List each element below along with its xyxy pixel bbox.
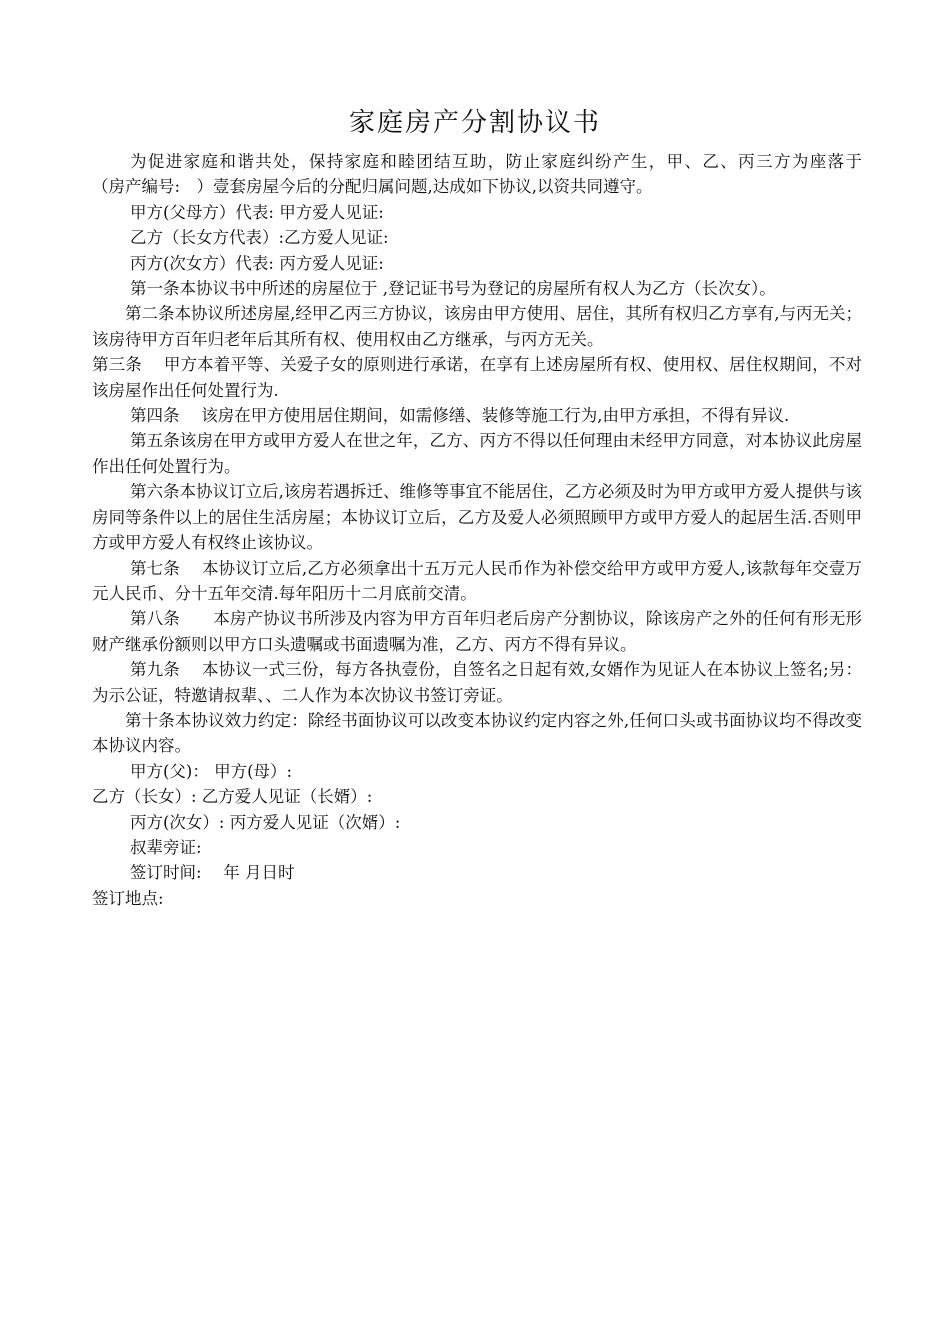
preamble-paragraph: 为促进家庭和谐共处，保持家庭和睦团结互助，防止家庭纠纷产生，甲、乙、丙三方为座落于 （房产编号: ）壹套房屋今后的分配归属问题,达成如下协议,以资共同遵守。 bbox=[92, 152, 895, 197]
article-4: 第四条 该房在甲方使用居住期间，如需修缮、装修等施工行为,由甲方承担，不得有异议. bbox=[130, 406, 790, 426]
party-b-line: 乙方（长女方代表）:乙方爱人见证: bbox=[130, 228, 389, 248]
article-7: 第七条 本协议订立后,乙方必须拿出十五万元人民币作为补偿交给甲方或甲方爱人,该款每年交壹万元人民币、分十五年交清.每年阳历十二月底前交清。 bbox=[92, 558, 862, 603]
article-8: 第八条 本房产协议书所涉及内容为甲方百年归老后房产分割协议，除该房产之外的任何有形无形财产继承份额则以甲方口头遗嘱或书面遗嘱为准，乙方、丙方不得有异议。 bbox=[92, 609, 862, 654]
party-a-line: 甲方(父母方）代表: 甲方爱人见证: bbox=[130, 202, 384, 222]
signature-witness: 叔辈旁证: bbox=[130, 837, 202, 857]
document-body bbox=[92, 149, 895, 911]
article-6: 第六条本协议订立后,该房若遇拆迁、维修等事宜不能居住，乙方必须及时为甲方或甲方爱人提供与该房同等条件以上的居住生活房屋；本协议订立后，乙方及爱人必须照顾甲方或甲方爱人的起居生活.否则甲方或甲方爱人有权终止该协议。 bbox=[92, 482, 862, 553]
signing-time: 签订时间: 年 月日时 bbox=[130, 863, 295, 883]
signature-party-a: 甲方(父)： 甲方(母）: bbox=[130, 761, 293, 781]
article-10: 第十条本协议效力约定：除经书面协议可以改变本协议约定内容之外,任何口头或书面协议均不得改变本协议内容。 bbox=[92, 710, 862, 756]
signing-place: 签订地点: bbox=[92, 888, 164, 908]
article-3: 第三条 甲方本着平等、关爱子女的原则进行承诺，在享有上述房屋所有权、使用权、居住权期间，不对该房屋作出任何处置行为. bbox=[92, 355, 862, 400]
signature-party-c: 丙方(次女）: 丙方爱人见证（次婿）: bbox=[130, 812, 401, 832]
article-5: 第五条该房在甲方或甲方爱人在世之年，乙方、丙方不得以任何理由未经甲方同意，对本协议此房屋作出任何处置行为。 bbox=[92, 431, 862, 476]
article-2: 第二条本协议所述房屋,经甲乙丙三方协议，该房由甲方使用、居住，其所有权归乙方享有,与丙无关；该房待甲方百年归老年后其所有权、使用权由乙方继承，与丙方无关。 bbox=[92, 304, 862, 349]
article-1: 第一条本协议书中所述的房屋位于 ,登记证书号为登记的房屋所有权人为乙方（长次女）。 bbox=[130, 279, 776, 299]
party-c-line: 丙方(次女方）代表: 丙方爱人见证: bbox=[130, 253, 384, 273]
signature-party-b: 乙方（长女）: 乙方爱人见证（长婿）: bbox=[92, 787, 373, 807]
article-9: 第九条 本协议一式三份，每方各执壹份，自签名之日起有效,女婿作为见证人在本协议上签名;另：为示公证，特邀请叔辈、、二人作为本次协议书签订旁证。 bbox=[92, 660, 862, 705]
document-title: 家庭房产分割协议书 bbox=[348, 108, 601, 138]
